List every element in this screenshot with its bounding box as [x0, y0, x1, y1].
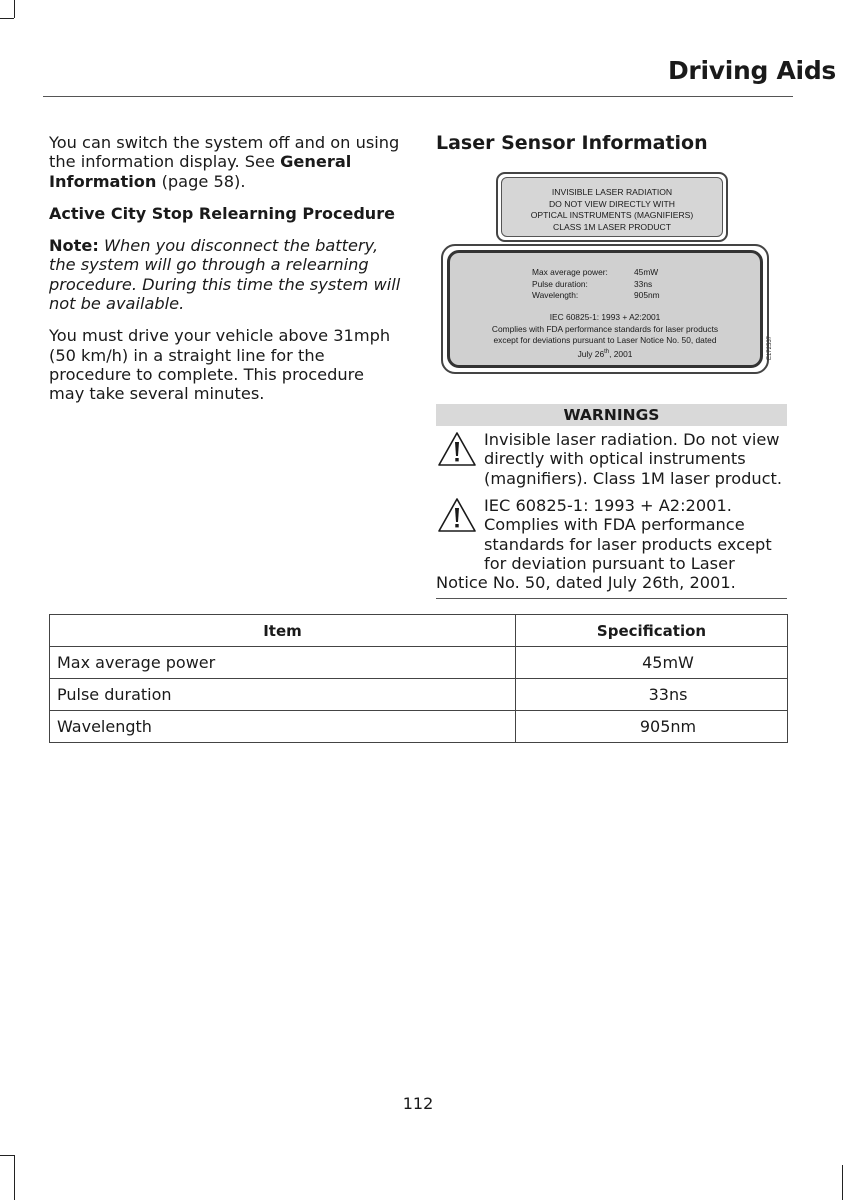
table-cell-spec: 45mW — [516, 647, 788, 679]
specification-table — [49, 614, 788, 743]
note-label: Note: — [49, 236, 99, 256]
figure-code: E172537 — [767, 336, 773, 361]
label-line: INVISIBLE LASER RADIATION — [551, 187, 673, 197]
label-line: OPTICAL INSTRUMENTS (MAGNIFIERS) — [530, 210, 694, 220]
crop-mark — [14, 0, 15, 18]
page-reference: (page 58). — [156, 171, 246, 191]
table-row — [50, 711, 788, 743]
warning-text-2-body: IEC 60825-1: 1993 + A2:2001. Complies with FDA performance standards for laser products except for deviation pursuant to Laser Notice No. 50, dated July 26th, 2001. — [436, 496, 772, 593]
body-paragraph: You must drive your vehicle above 31mph (50 km/h) in a straight line for the procedure to complete. This procedure may take several minutes. — [49, 326, 391, 404]
cross-reference-link[interactable]: General Information — [49, 152, 352, 191]
spec-label-bottom — [441, 244, 773, 374]
warning-text-1: Invisible laser radiation. Do not view directly with optical instruments (magnifiers). Class 1M laser product. — [484, 430, 783, 488]
label-spec-row — [532, 290, 660, 302]
label-fda-line: except for deviations pursuant to Laser Notice No. 50, dated — [493, 335, 717, 345]
subheading: Active City Stop Relearning Procedure — [49, 203, 395, 223]
warning-triangle-icon — [437, 431, 477, 467]
table-header-specification: Specification — [516, 615, 788, 647]
label-spec-key: Wavelength: — [532, 290, 579, 300]
note-paragraph — [49, 236, 401, 313]
spec-label-body — [447, 250, 763, 368]
label-date — [450, 347, 760, 360]
warnings-divider — [436, 598, 787, 599]
header-divider — [43, 96, 793, 97]
label-date-year: , 2001 — [609, 348, 633, 359]
label-line: CLASS 1M LASER PRODUCT — [553, 221, 671, 232]
label-iec: IEC 60825-1: 1993 + A2:2001 — [549, 312, 661, 322]
table-header-item: Item — [50, 615, 516, 647]
table-row — [50, 679, 788, 711]
left-column — [49, 133, 401, 417]
label-spec-key: Pulse duration: — [532, 278, 588, 289]
right-column — [436, 132, 788, 154]
warnings-heading: WARNINGS — [436, 404, 787, 426]
table-header-row — [50, 615, 788, 647]
page-number: 112 — [402, 1094, 434, 1113]
label-spec-value: 33ns — [634, 278, 653, 289]
label-compliance — [450, 312, 760, 360]
table-cell-spec: 905nm — [516, 711, 788, 743]
label-spec-key: Max average power: — [532, 267, 608, 277]
warning-text-2 — [436, 496, 790, 592]
intro-text: You can switch the system off and on using the information display. See — [49, 133, 400, 172]
label-spec-row — [532, 267, 660, 279]
warning-label-text — [501, 177, 723, 237]
page-title: Driving Aids — [667, 56, 836, 85]
crop-mark — [14, 1155, 15, 1200]
label-fda-line: Complies with FDA performance standards for laser products — [491, 323, 719, 334]
label-line: DO NOT VIEW DIRECTLY WITH — [548, 198, 676, 209]
table-cell-spec: 33ns — [516, 679, 788, 711]
label-date-text: July 26 — [577, 348, 605, 359]
crop-mark — [0, 18, 14, 19]
section-title: Laser Sensor Information — [436, 132, 708, 154]
intro-paragraph — [49, 133, 401, 191]
label-spec-list — [532, 267, 660, 302]
crop-mark — [0, 1155, 14, 1156]
crop-mark — [842, 1165, 843, 1200]
laser-label-figure — [441, 170, 773, 376]
table-row — [50, 647, 788, 679]
table-cell-item: Pulse duration — [50, 679, 516, 711]
label-spec-value: 45mW — [634, 267, 659, 277]
table-cell-item: Max average power — [50, 647, 516, 679]
label-spec-value: 905nm — [634, 290, 660, 300]
table-cell-item: Wavelength — [50, 711, 516, 743]
note-text: When you disconnect the battery, the system will go through a relearning procedure. During this time the system will not be available. — [49, 236, 401, 314]
label-spec-row — [532, 279, 660, 291]
warning-label-top — [496, 172, 728, 242]
label-date-sup: th — [604, 348, 610, 355]
